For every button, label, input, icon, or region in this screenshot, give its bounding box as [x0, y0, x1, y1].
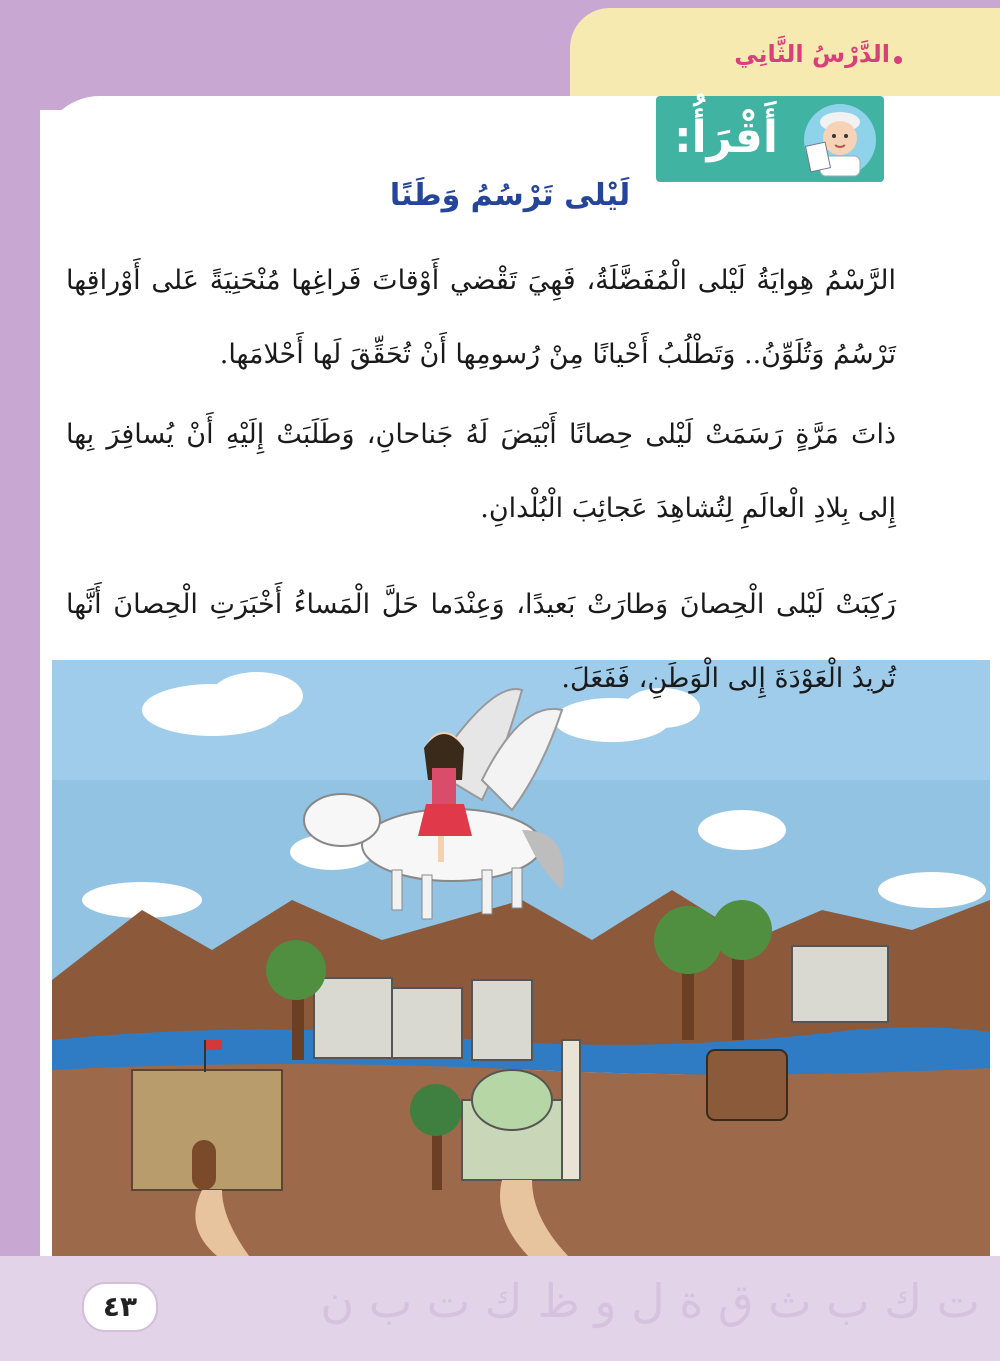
- lesson-title-dot: [894, 56, 902, 64]
- story-paragraph-3: رَكِبَتْ لَيْلى الْحِصانَ وَطارَتْ بَعيدًا، وَعِنْدَما حَلَّ الْمَساءُ أَخْبَرَتِ الْحِصانَ أَنَّها تُريدُ الْعَوْدَةَ إِلى الْوَطَنِ، فَفَعَلَ.: [66, 589, 896, 694]
- story-paragraph-1: الرَّسْمُ هِوايَةُ لَيْلى الْمُفَضَّلَةُ، فَهِيَ تَقْضي أَوْقاتَ فَراغِها مُنْحَنِيَةً عَلى أَوْراقِها تَرْسُمُ وَتُلَوِّنُ.. وَتَطْلُبُ أَحْيانًا مِنْ رُسومِها أَنْ تُحَقِّقَ لَها أَحْلامَها.: [66, 265, 896, 370]
- read-badge: [656, 96, 884, 182]
- footer-decorative-letters: ت ك ب ث ق ة ل و ظ ك ت ب ن: [320, 1274, 980, 1328]
- read-badge-label: أَقْرَأُ:: [674, 112, 778, 163]
- page-number: ٤٣: [82, 1282, 158, 1332]
- side-purple-band: [0, 0, 40, 1361]
- story-title: لَيْلى تَرْسُمُ وَطَنًا: [389, 178, 631, 213]
- child-reading-icon: [802, 100, 878, 178]
- lesson-title: الدَّرْسُ الثَّانِي: [734, 40, 890, 68]
- story-paragraph-2: ذاتَ مَرَّةٍ رَسَمَتْ لَيْلى حِصانًا أَبْيَضَ لَهُ جَناحانِ، وَطَلَبَتْ إِلَيْهِ أَنْ يُسافِرَ بِها إِلى بِلادِ الْعالَمِ لِتُشاهِدَ عَجائِبَ الْبُلْدانِ.: [66, 419, 896, 524]
